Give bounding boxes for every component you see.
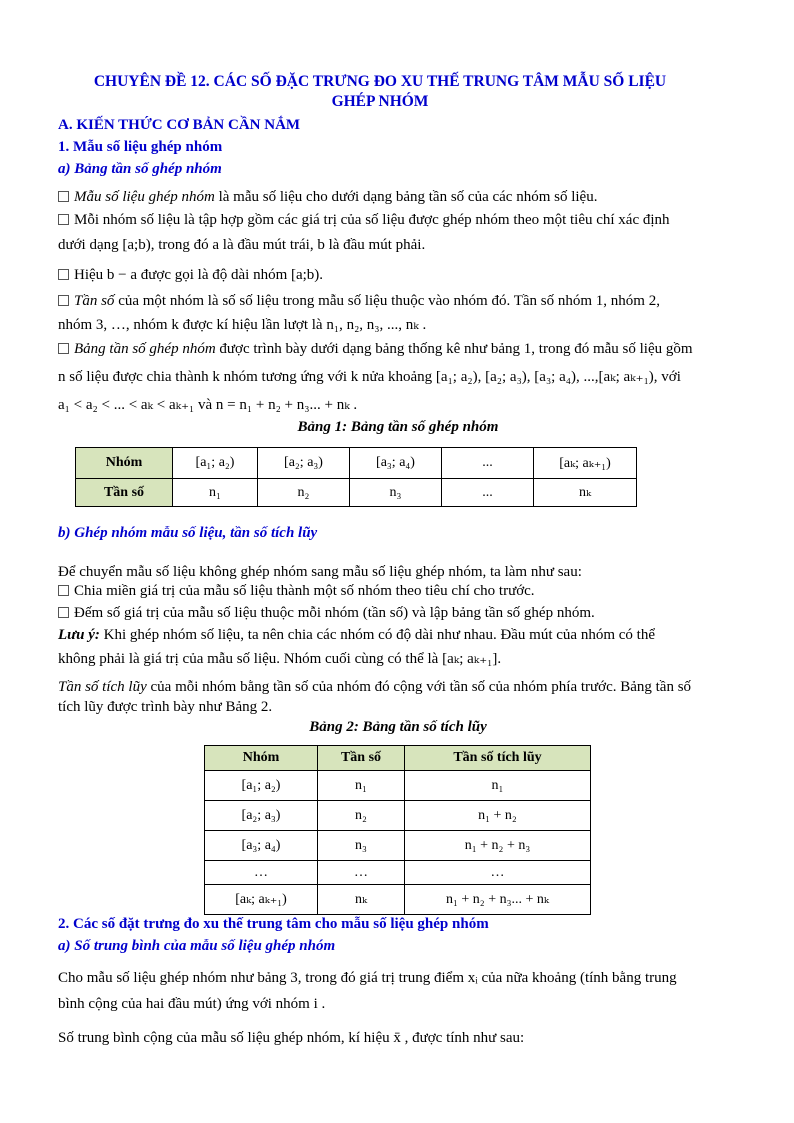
bullet-box-icon: [58, 585, 69, 596]
table-2-cell: n₂: [318, 801, 405, 831]
table-2-cell: [aₖ; aₖ₊₁): [205, 885, 318, 915]
section-a-heading: A. KIẾN THỨC CƠ BẢN CẦN NẮM: [58, 117, 301, 133]
table-1-header-frequency: Tần số: [76, 479, 173, 507]
table-2-header: Tần số tích lũy: [405, 746, 591, 771]
table-2-cell: n₁: [405, 771, 591, 801]
q3-text: Đếm số giá trị của mẫu số liệu thuộc mỗi nhóm (tần số) và lập bảng tần số ghép nhóm.: [74, 605, 595, 621]
table-1-cell: nₖ: [534, 479, 637, 507]
table-2-cell: n₁ + n₂ + n₃... + nₖ: [405, 885, 591, 915]
paragraph-2-line-2: dưới dạng [a;b), trong đó a là đầu mút trái, b là đầu mút phải.: [58, 237, 426, 253]
table-1: [75, 447, 637, 507]
table-row: [205, 801, 591, 831]
paragraph-r1-line-2: bình cộng của hai đầu mút) ứng với nhóm i .: [58, 996, 326, 1012]
table-2-header: Tần số: [318, 746, 405, 771]
table-1-cell: [a₃; a₄): [350, 448, 442, 479]
table-row: [205, 771, 591, 801]
table-1-cell: n₂: [258, 479, 350, 507]
note-paragraph: [58, 622, 738, 648]
table-1-cell: [a₁; a₂): [173, 448, 258, 479]
paragraph-q1: Để chuyển mẫu số liệu không ghép nhóm sang mẫu số liệu ghép nhóm, ta làm như sau:: [58, 564, 582, 580]
p1-text: là mẫu số liệu cho dưới dạng bảng tần số của các nhóm số liệu.: [214, 189, 598, 205]
subsection-2a-heading: a) Số trung bình của mẫu số liệu ghép nhóm: [58, 938, 336, 954]
paragraph-5: [58, 336, 738, 362]
p3-text: Hiệu b − a được gọi là độ dài nhóm [a;b).: [74, 267, 324, 283]
q2-text: Chia miền giá trị của mẫu số liệu thành một số nhóm theo tiêu chí cho trước.: [74, 583, 535, 599]
table-2-caption: Bảng 2: Bảng tần số tích lũy: [309, 719, 487, 735]
bullet-box-icon: [58, 343, 69, 354]
p5-text: được trình bày dưới dạng bảng thống kê như bảng 1, trong đó mẫu số liệu gồm: [215, 341, 693, 357]
paragraph-4-line-2: nhóm 3, …, nhóm k được kí hiệu lần lượt là n₁, n₂, n₃, ..., nₖ .: [58, 317, 427, 333]
table-2-cell: nₖ: [318, 885, 405, 915]
subsection-b-heading: b) Ghép nhóm mẫu số liệu, tần số tích lũy: [58, 525, 318, 541]
table-2-cell: [a₁; a₂): [205, 771, 318, 801]
title-line-1: CHUYÊN ĐỀ 12. CÁC SỐ ĐẶC TRƯNG ĐO XU THẾ TRUNG TÂM MẪU SỐ LIỆU: [93, 73, 667, 90]
bullet-box-icon: [58, 191, 69, 202]
section-1-heading: 1. Mẫu số liệu ghép nhóm: [58, 139, 223, 155]
table-row: [205, 861, 591, 885]
bullet-box-icon: [58, 607, 69, 618]
p2-text-a: Mỗi nhóm số liệu là tập hợp gồm các giá trị của số liệu được ghép nhóm theo một tiêu chí xác định: [74, 212, 670, 228]
term-cumulative-frequency: Tần số tích lũy: [58, 679, 147, 695]
subsection-a-heading: a) Bảng tần số ghép nhóm: [58, 161, 222, 177]
note-paragraph-line-2: không phải là giá trị của mẫu số liệu. Nhóm cuối cùng có thể là [aₖ; aₖ₊₁].: [58, 651, 502, 667]
table-1-header-group: Nhóm: [76, 448, 173, 479]
table-2-cell: n₁: [318, 771, 405, 801]
section-2-heading: 2. Các số đặt trưng đo xu thế trung tâm cho mẫu số liệu ghép nhóm: [58, 916, 489, 932]
p4-text: của một nhóm là số số liệu trong mẫu số liệu thuộc vào nhóm đó. Tần số nhóm 1, nhóm 2,: [114, 293, 660, 309]
note-text: Khi ghép nhóm số liệu, ta nên chia các nhóm có độ dài như nhau. Đầu mút của nhóm có thể: [99, 627, 655, 643]
paragraph-r2: Số trung bình cộng của mẫu số liệu ghép nhóm, kí hiệu x̄ , được tính như sau:: [58, 1030, 525, 1046]
bullet-box-icon: [58, 214, 69, 225]
document-title: [60, 72, 700, 112]
table-2-cell: n₁ + n₂ + n₃: [405, 831, 591, 861]
table-1-caption: Bảng 1: Bảng tần số ghép nhóm: [297, 419, 499, 435]
table-2-cell: [a₃; a₄): [205, 831, 318, 861]
paragraph-2: [58, 207, 738, 233]
table-1-cell: [a₂; a₃): [258, 448, 350, 479]
table-1-cell: ...: [442, 479, 534, 507]
table-2-cell: …: [205, 861, 318, 885]
table-2-cell: [a₂; a₃): [205, 801, 318, 831]
term-grouped-sample: Mẫu số liệu ghép nhóm: [74, 189, 215, 205]
paragraph-4: [58, 288, 738, 314]
term-frequency: Tần số: [74, 293, 115, 309]
table-2-cell: …: [318, 861, 405, 885]
bullet-box-icon: [58, 269, 69, 280]
table-2-header: Nhóm: [205, 746, 318, 771]
paragraph-5-line-3: a₁ < a₂ < ... < aₖ < aₖ₊₁ và n = n₁ + n₂ + n₃... + nₖ .: [58, 397, 358, 413]
paragraph-5-line-2: n số liệu được chia thành k nhóm tương ứng với k nửa khoảng [a₁; a₂), [a₂; a₃), [a₃; a₄), ...,[aₖ; aₖ₊₁), với: [58, 369, 681, 385]
term-frequency-table: Bảng tần số ghép nhóm: [74, 341, 216, 357]
cumulative-paragraph-line-2: tích lũy được trình bày như Bảng 2.: [58, 699, 273, 715]
paragraph-r1: Cho mẫu số liệu ghép nhóm như bảng 3, trong đó giá trị trung điểm xᵢ của nữa khoảng (tính bằng trung: [58, 970, 677, 986]
title-line-2: GHÉP NHÓM: [331, 93, 429, 110]
table-row: [205, 885, 591, 915]
note-label: Lưu ý:: [58, 627, 100, 643]
table-1-cell: ...: [442, 448, 534, 479]
table-1-cell: [aₖ; aₖ₊₁): [534, 448, 637, 479]
table-row: [205, 831, 591, 861]
cum-text: của mỗi nhóm bằng tần số của nhóm đó cộng với tần số của nhóm phía trước. Bảng tần số: [146, 679, 692, 695]
table-2-cell: n₃: [318, 831, 405, 861]
table-2-cell: …: [405, 861, 591, 885]
table-1-cell: n₃: [350, 479, 442, 507]
table-2: [204, 745, 591, 915]
table-1-cell: n₁: [173, 479, 258, 507]
bullet-box-icon: [58, 295, 69, 306]
table-2-cell: n₁ + n₂: [405, 801, 591, 831]
paragraph-3: [58, 262, 738, 288]
